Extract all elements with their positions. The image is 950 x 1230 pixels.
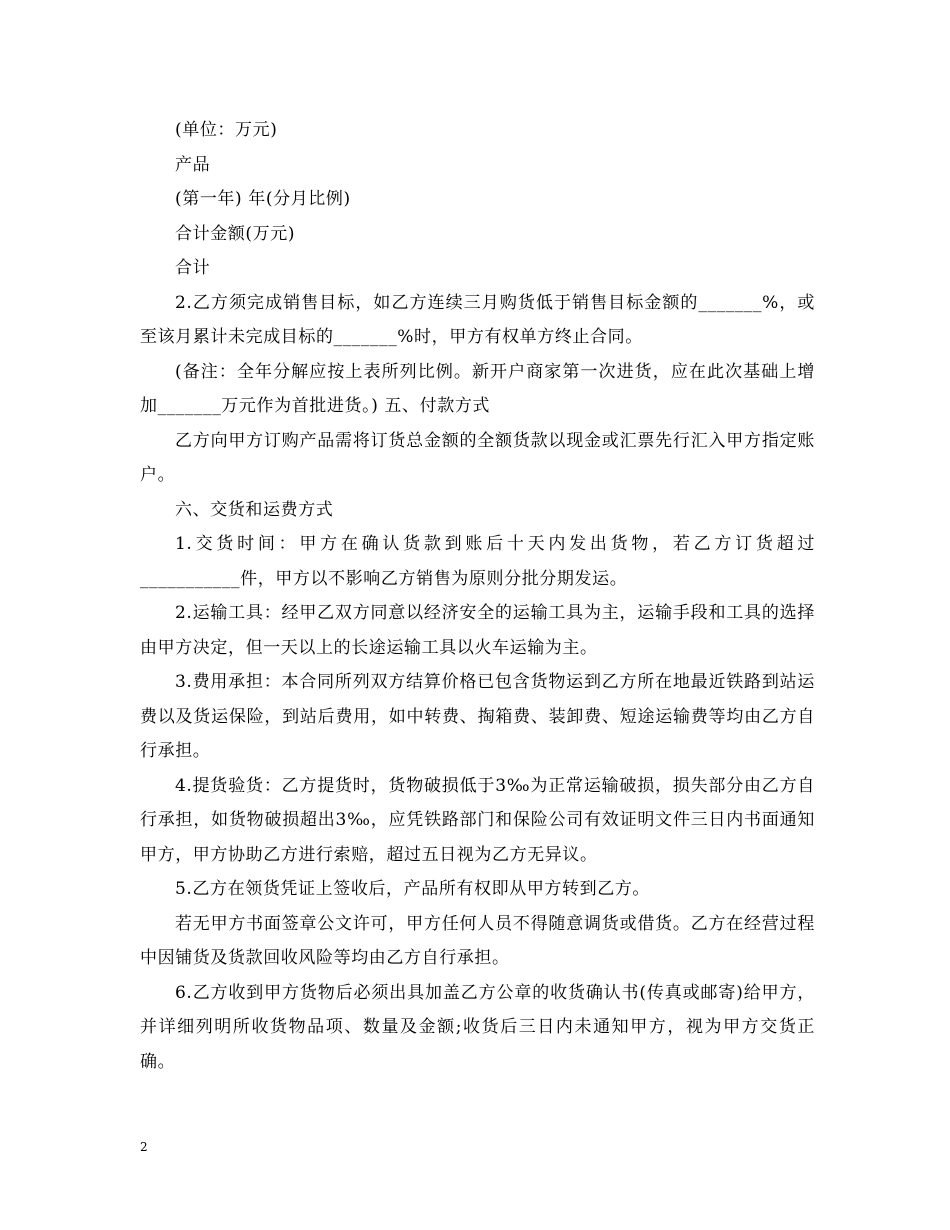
unit-note: (单位：万元): [175, 120, 278, 140]
clause-payment-method: 乙方向甲方订购产品需将订货总金额的全额货款以现金或汇票先行汇入甲方指定账户。: [140, 430, 815, 485]
table-label-product: 产品: [175, 154, 211, 175]
table-label-total: 合计: [175, 258, 211, 278]
clause-inspection: 4.提货验货：乙方提货时，货物破损低于3‰为正常运输破损，损失部分由乙方自行承担，如货物破损超出3‰，应凭铁路部门和保险公司有效证明文件三日内书面通知甲方，甲方协助乙方进行索赔，超过五日视为乙方无异议。: [140, 775, 815, 865]
table-label-year: (第一年) 年(分月比例): [175, 189, 351, 209]
clause-delivery-time: 1.交货时间：甲方在确认货款到账后十天内发出货物，若乙方订货超过___________件，甲方以不影响乙方销售为原则分批分期发运。: [140, 534, 815, 589]
clause-cost-bearing: 3.费用承担：本合同所列双方结算价格已包含货物运到乙方所在地最近铁路到站运费以及货运保险，到站后费用，如中转费、掏箱费、装卸费、短途运输费等均由乙方自行承担。: [140, 672, 815, 761]
section-heading-delivery: 六、交货和运费方式: [175, 499, 334, 520]
table-label-total-amount: 合计金额(万元): [175, 223, 296, 244]
page-number: 2: [140, 1140, 148, 1154]
clause-ownership: 5.乙方在领货凭证上签收后，产品所有权即从甲方转到乙方。: [175, 879, 651, 899]
remark-and-payment-heading: (备注：全年分解应按上表所列比例。新开户商家第一次进货，应在此次基础上增加_______万元作为首批进货。) 五、付款方式: [140, 361, 815, 416]
clause-receipt-confirmation: 6.乙方收到甲方货物后必须出具加盖乙方公章的收货确认书(传真或邮寄)给甲方，并详细列明所收货物品项、数量及金额;收货后三日内未通知甲方，视为甲方交货正确。: [140, 982, 815, 1072]
document-body: [140, 113, 815, 1079]
clause-transport: 2.运输工具：经甲乙双方同意以经济安全的运输工具为主，运输手段和工具的选择由甲方决定，但一天以上的长途运输工具以火车运输为主。: [140, 603, 815, 658]
clause-no-transfer: 若无甲方书面签章公文许可，甲方任何人员不得随意调货或借货。乙方在经营过程中因铺货及货款回收风险等均由乙方自行承担。: [140, 913, 815, 968]
clause-sales-target: 2.乙方须完成销售目标，如乙方连续三月购货低于销售目标金额的_______%，或至该月累计未完成目标的_______%时，甲方有权单方终止合同。: [140, 292, 815, 347]
